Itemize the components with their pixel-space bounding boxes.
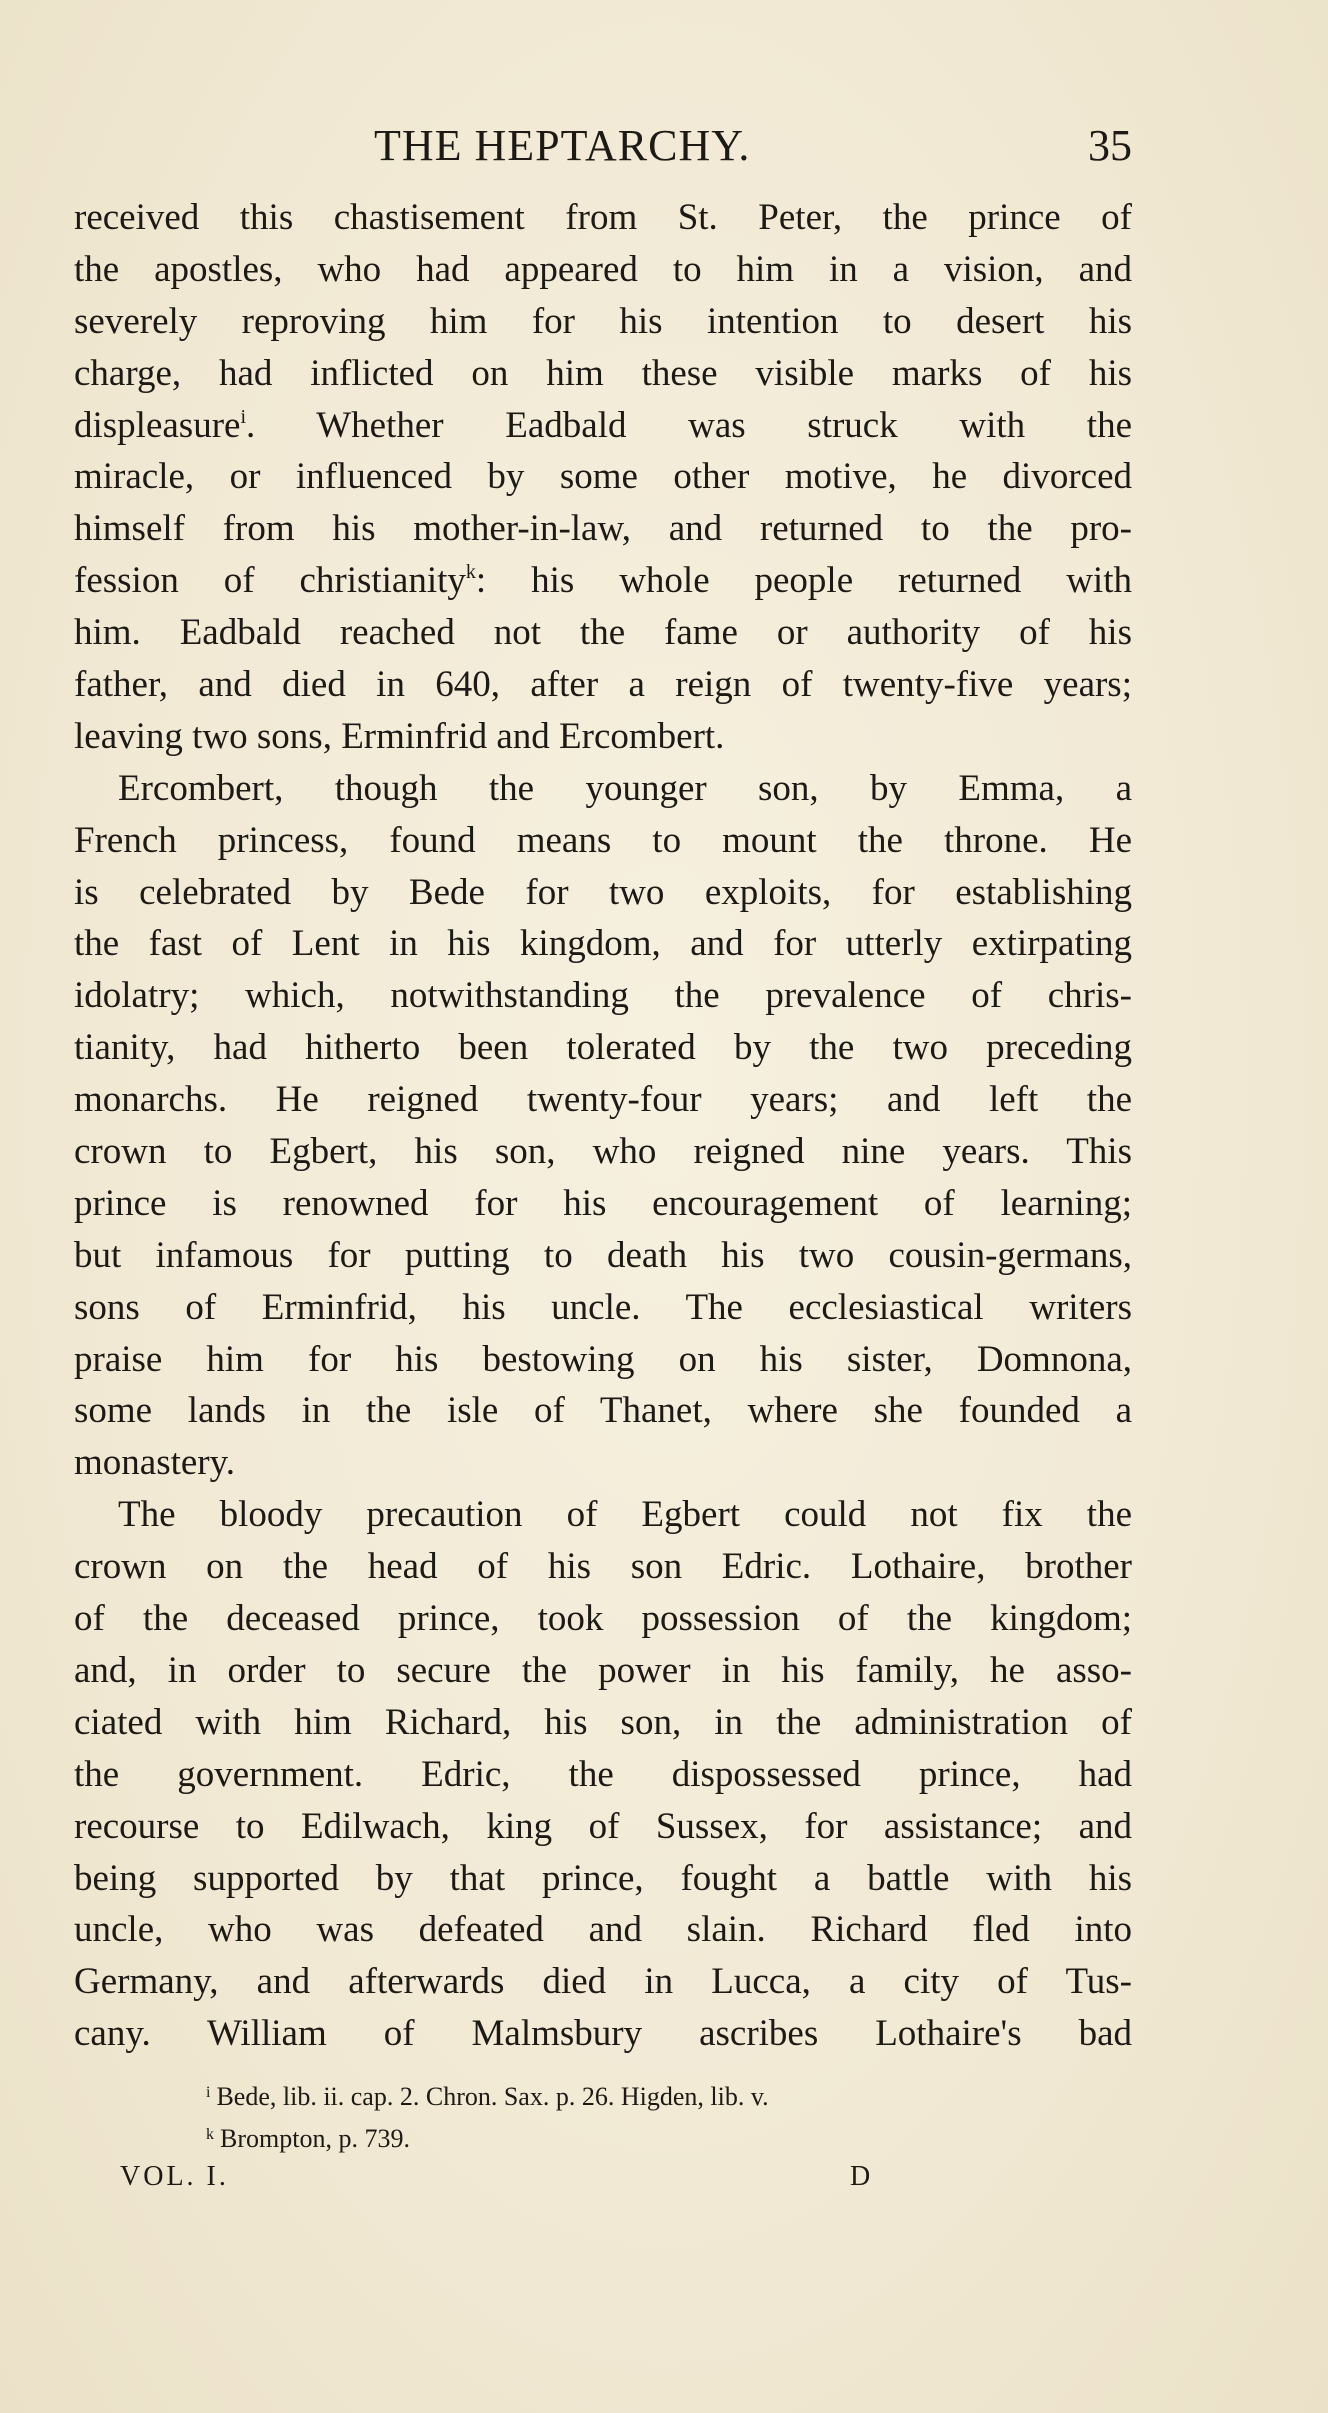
footnote-text: Brompton, p. 739. [220, 2124, 410, 2153]
text-segment: displeasure [74, 404, 241, 446]
text-line: miracle, or influenced by some other motive, he divorced [74, 456, 1132, 498]
text-line: received this chastisement from St. Peter, the prince of [74, 197, 1132, 238]
page-header [74, 118, 1132, 174]
footnote [206, 2116, 769, 2158]
text-line: sons of Erminfrid, his uncle. The ecclesiastical writers [74, 1286, 1132, 1328]
text-segment: . Whether Eadbald was struck with the [246, 404, 1132, 446]
footnote-mark: i [206, 2084, 211, 2101]
text-line [74, 555, 1132, 607]
text-line: The bloody precaution of Egbert could not fix the [118, 1494, 1132, 1536]
signature-mark: D [850, 2161, 871, 2192]
text-line: recourse to Edilwach, king of Sussex, for assistance; and [74, 1805, 1132, 1847]
text-line: severely reproving him for his intention to desert his [74, 300, 1132, 342]
text-segment: fession of christianity [74, 560, 466, 602]
running-head: THE HEPTARCHY. [374, 121, 751, 170]
text-line: but infamous for putting to death his two cousin-germans, [74, 1234, 1132, 1276]
page-number: 35 [1088, 121, 1132, 170]
text-line: prince is renowned for his encouragement of learning; [74, 1182, 1132, 1224]
text-line: father, and died in 640, after a reign of twenty-five years; [74, 664, 1132, 706]
text-line: himself from his mother-in-law, and returned to the pro- [74, 508, 1132, 550]
footnote-ref: k [465, 561, 476, 584]
text-line: some lands in the isle of Thanet, where she founded a [74, 1390, 1132, 1432]
text-line: Ercombert, though the younger son, by Emma, a [118, 767, 1132, 809]
text-line: him. Eadbald reached not the fame or authority of his [74, 612, 1132, 654]
text-line: ciated with him Richard, his son, in the administration of [74, 1701, 1132, 1743]
text-line: Germany, and afterwards died in Lucca, a city of Tus- [74, 1961, 1132, 2003]
text-line: crown on the head of his son Edric. Lothaire, brother [74, 1546, 1132, 1588]
text-line: is celebrated by Bede for two exploits, for establishing [74, 871, 1132, 913]
text-line: charge, had inflicted on him these visible marks of his [74, 352, 1132, 394]
body-text [74, 192, 1132, 2060]
text-segment: : his whole people returned with [475, 560, 1132, 602]
text-line: French princess, found means to mount the throne. He [74, 819, 1132, 861]
text-line: uncle, who was defeated and slain. Richard fled into [74, 1909, 1132, 1951]
text-line: praise him for his bestowing on his sister, Domnona, [74, 1338, 1132, 1380]
footnote-mark: k [206, 2126, 214, 2143]
footnote-text: Bede, lib. ii. cap. 2. Chron. Sax. p. 26. Higden, lib. v. [216, 2082, 769, 2111]
text-line: and, in order to secure the power in his family, he asso- [74, 1649, 1132, 1691]
text-line: tianity, had hitherto been tolerated by the two preceding [74, 1027, 1132, 1069]
text-line: the government. Edric, the dispossessed prince, had [74, 1753, 1132, 1795]
text-line: the apostles, who had appeared to him in a vision, and [74, 248, 1132, 290]
text-line: the fast of Lent in his kingdom, and for utterly extirpating [74, 923, 1132, 965]
text-line: cany. William of Malmsbury ascribes Lothaire's bad [74, 2013, 1132, 2055]
footnote-ref: i [240, 405, 247, 428]
text-line: leaving two sons, Erminfrid and Ercombert. [74, 715, 725, 757]
text-line: monarchs. He reigned twenty-four years; and left the [74, 1079, 1132, 1121]
text-line: of the deceased prince, took possession of the kingdom; [74, 1598, 1132, 1640]
signature-line [120, 2155, 880, 2199]
volume-label: VOL. I. [120, 2161, 229, 2192]
text-line: idolatry; which, notwithstanding the prevalence of chris- [74, 975, 1132, 1017]
text-line: being supported by that prince, fought a battle with his [74, 1857, 1132, 1899]
footnotes [206, 2074, 769, 2158]
text-line: crown to Egbert, his son, who reigned nine years. This [74, 1131, 1132, 1173]
text-line: monastery. [74, 1442, 235, 1484]
footnote [206, 2074, 769, 2116]
text-line [74, 400, 1132, 452]
